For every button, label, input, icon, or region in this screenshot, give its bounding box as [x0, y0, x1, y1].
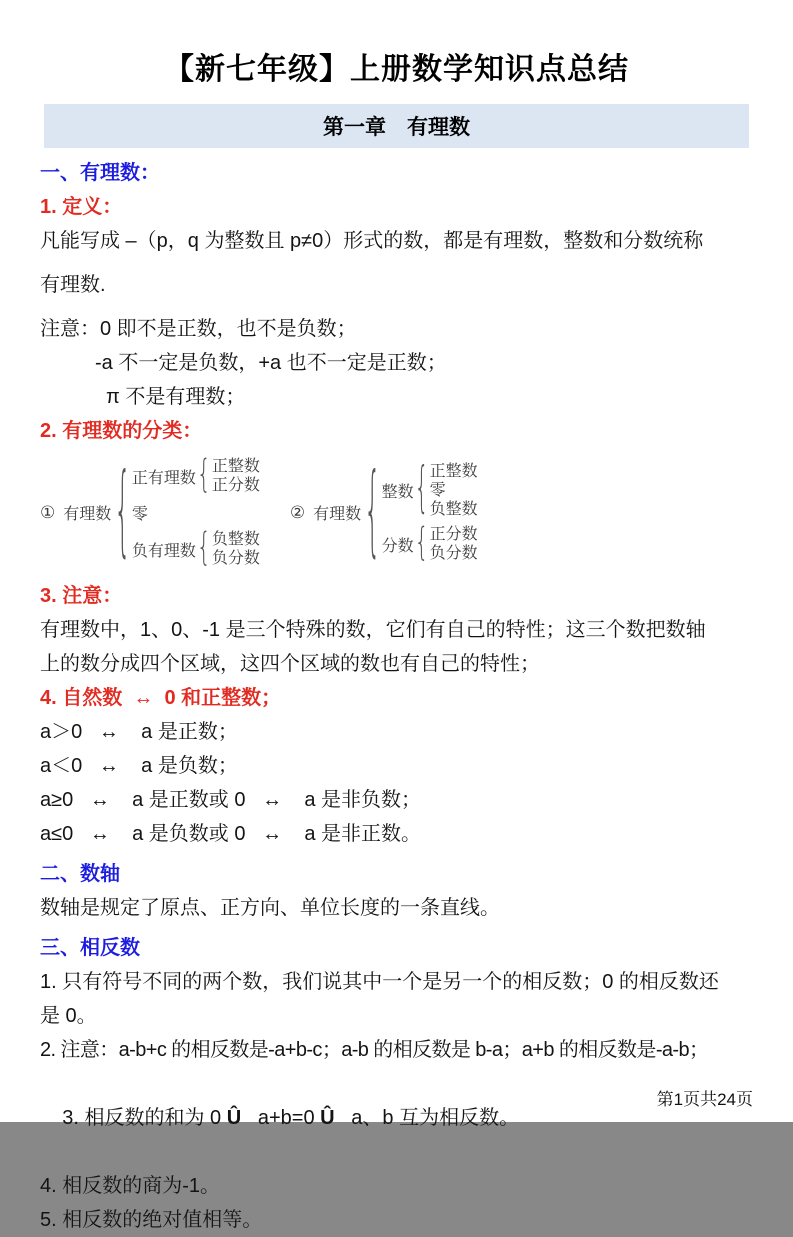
text-number-axis: 数轴是规定了原点、正方向、单位长度的一条直线。	[40, 897, 500, 919]
text-note-zero: 注意：0 即不是正数，也不是负数；	[40, 318, 357, 340]
diagram1-branch-negative	[131, 526, 260, 570]
heading-natural-numbers: 4. 自然数 ↔ 0 和正整数；	[40, 687, 282, 709]
text-opposite-3-part: 3. 相反数的和为 0	[62, 1107, 227, 1129]
text-opposite-1-line2: 是 0。	[40, 1005, 97, 1027]
circled-number-1: ①	[40, 502, 56, 522]
double-arrow-symbol: Û	[320, 1107, 335, 1129]
page-title: 【新七年级】上册数学知识点总结	[164, 53, 629, 86]
text-special-numbers-line2: 上的数分成四个区域，这四个区域的数也有自己的特性；	[40, 653, 540, 675]
diagram2-integer-label: 整数	[381, 484, 414, 501]
left-brace-icon: {	[114, 455, 131, 570]
diagram2-integer-items	[430, 462, 478, 519]
classification-diagram	[40, 454, 753, 571]
text-opposite-3-part: a+b=0	[241, 1107, 321, 1129]
diagram2-fraction-items	[430, 525, 478, 563]
diagram1-branch-positive	[131, 453, 260, 497]
heading-definition: 1. 定义：	[40, 196, 123, 218]
diagram-item: 正整数	[211, 458, 260, 475]
text-a-positive: a＞0 ↔ a 是正数；	[40, 721, 238, 743]
diagram1-positive-items	[212, 457, 260, 495]
text-definition-line1: 凡能写成 –（p，q 为整数且 p≠0）形式的数，都是有理数，整数和分数统称	[40, 230, 704, 252]
diagram1-positive-label: 正有理数	[131, 469, 196, 487]
left-brace-icon: {	[414, 521, 429, 565]
text-definition-line2: 有理数.	[40, 274, 106, 296]
diagram2-branch-fraction	[381, 521, 478, 565]
circled-number-2: ②	[289, 502, 306, 522]
classification-diagram-1	[40, 454, 260, 571]
text-opposite-3	[40, 1067, 753, 1169]
diagram2-branch-integer	[381, 458, 478, 520]
diagram1-branch-zero	[132, 501, 260, 524]
diagram-item: 负分数	[211, 550, 260, 567]
diagram-item: 正分数	[211, 477, 260, 494]
diagram-item: 负分数	[429, 545, 478, 562]
diagram-item: 负整数	[211, 531, 260, 548]
text-a-negative: a＜0 ↔ a 是负数；	[40, 755, 238, 777]
diagram-item: 零	[429, 482, 446, 499]
text-note-sign: -a 不一定是负数，+a 也不一定是正数；	[95, 352, 447, 374]
page-number: 第1页共24页	[656, 1090, 753, 1109]
text-special-numbers-line1: 有理数中，1、0、-1 是三个特殊的数，它们有自己的特性；这三个数把数轴	[40, 619, 706, 641]
diagram1-negative-items	[212, 530, 260, 568]
text-opposite-5: 5. 相反数的绝对值相等。	[40, 1209, 263, 1231]
diagram2-root-label: 有理数	[313, 506, 362, 523]
double-arrow-symbol: Û	[226, 1107, 242, 1129]
left-brace-icon: {	[196, 453, 211, 497]
text-opposite-4: 4. 相反数的商为-1。	[40, 1175, 221, 1197]
left-brace-icon: {	[414, 458, 429, 520]
heading-section-number-axis: 二、数轴	[40, 863, 120, 885]
diagram1-root-label: 有理数	[63, 506, 112, 523]
diagram2-branches	[382, 459, 478, 566]
diagram2-fraction-label: 分数	[381, 537, 414, 555]
heading-classification: 2. 有理数的分类：	[40, 420, 203, 442]
diagram1-zero-label: 零	[131, 506, 148, 523]
text-note-pi: π 不是有理数；	[106, 386, 246, 408]
text-opposite-3-part: a、b 互为相反数。	[334, 1107, 520, 1129]
diagram1-negative-label: 负有理数	[131, 542, 196, 560]
diagram-item: 正分数	[429, 526, 478, 543]
left-brace-icon: {	[364, 455, 381, 570]
heading-attention: 3. 注意：	[40, 585, 123, 607]
classification-diagram-2	[289, 455, 478, 570]
text-a-nonnegative: a≥0 ↔ a 是正数或 0 ↔ a 是非负数；	[40, 789, 422, 811]
diagram-item: 负整数	[429, 501, 478, 518]
heading-section-rational: 一、有理数：	[40, 162, 160, 184]
diagram-item: 正整数	[429, 463, 478, 480]
text-a-nonpositive: a≤0 ↔ a 是负数或 0 ↔ a 是非正数。	[40, 823, 422, 845]
text-opposite-2: 2. 注意：a-b+c 的相反数是-a+b-c；a-b 的相反数是 b-a；a+b 的相反数是-a-b；	[40, 1039, 709, 1061]
heading-section-opposite: 三、相反数	[40, 937, 140, 959]
text-opposite-1-line1: 1. 只有符号不同的两个数，我们说其中一个是另一个的相反数；0 的相反数还	[40, 971, 719, 993]
diagram1-branches	[132, 454, 260, 571]
left-brace-icon: {	[196, 526, 211, 570]
chapter-banner: 第一章 有理数	[44, 104, 749, 148]
